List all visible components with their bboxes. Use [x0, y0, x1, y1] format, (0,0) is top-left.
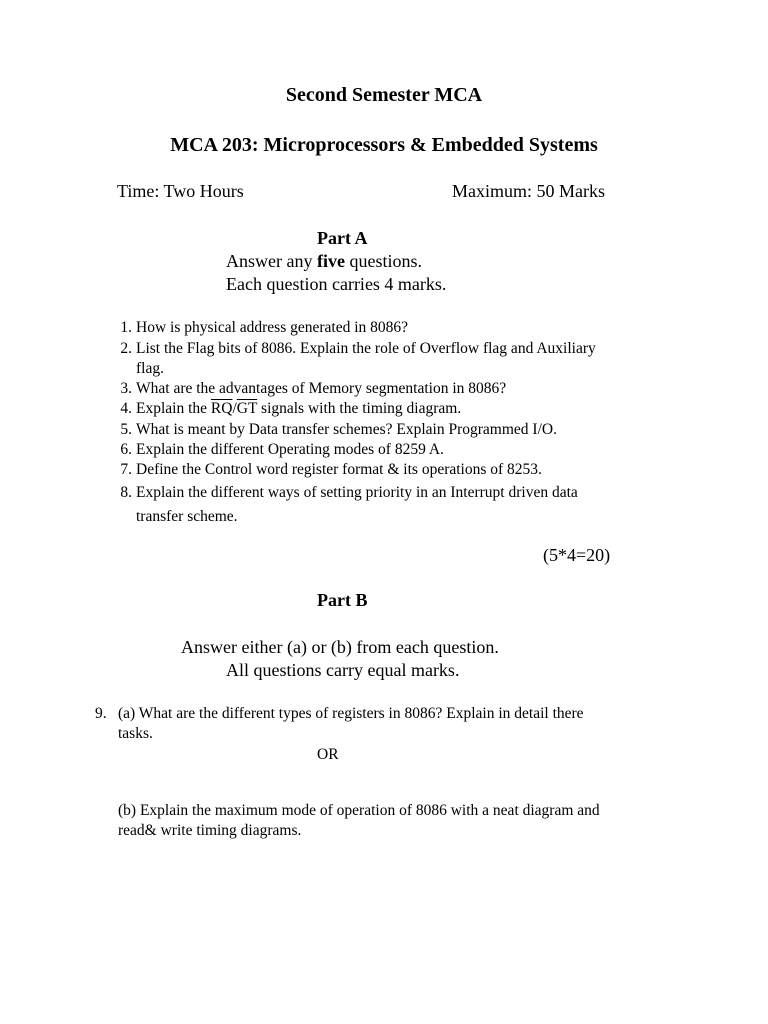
part-a-instruction-1: Answer any five questions.	[226, 251, 422, 271]
question-8: 8. Explain the different ways of setting priority in an Interrupt driven data	[120, 484, 578, 501]
question-4: 4. Explain the $\overline{RQ}/\overline{GT}$ signals with the timing diagram.	[120, 400, 462, 417]
part-b-instruction-2: All questions carry equal marks.	[226, 660, 460, 680]
part-a-instruction-2: Each question carries 4 marks.	[226, 274, 447, 294]
question-9a: (a) What are the different types of registers in 8086? Explain in detail there	[118, 705, 584, 722]
part-a-title: Part A	[317, 228, 368, 248]
question-9a-cont: tasks.	[118, 725, 153, 742]
question-2: 2. List the Flag bits of 8086. Explain the role of Overflow flag and Auxiliary	[120, 340, 596, 357]
part-a-marks-formula: (5*4=20)	[543, 545, 611, 565]
question-9-number: 9.	[95, 705, 107, 722]
question-6: 6. Explain the different Operating modes of 8259 A.	[120, 441, 444, 458]
question-5: 5. What is meant by Data transfer schemes? Explain Programmed I/O.	[120, 421, 557, 438]
semester-title: Second Semester MCA	[285, 84, 483, 106]
part-b-instruction-1: Answer either (a) or (b) from each question.	[181, 637, 499, 657]
or-separator: OR	[317, 746, 339, 763]
course-title: MCA 203: Microprocessors & Embedded Systems	[170, 134, 598, 156]
question-9b-cont: read& write timing diagrams.	[118, 822, 302, 839]
question-2-cont: flag.	[136, 360, 164, 377]
question-1: 1. How is physical address generated in 8086?	[120, 319, 409, 336]
part-b-title: Part B	[317, 590, 368, 610]
question-3: 3. What are the advantages of Memory segmentation in 8086?	[120, 380, 507, 397]
question-8-cont: transfer scheme.	[136, 508, 238, 525]
time-info: Time: Two Hours	[117, 181, 244, 201]
question-7: 7. Define the Control word register format & its operations of 8253.	[120, 461, 542, 478]
question-9b: (b) Explain the maximum mode of operation of 8086 with a neat diagram and	[118, 802, 600, 819]
max-marks-info: Maximum: 50 Marks	[452, 181, 605, 201]
